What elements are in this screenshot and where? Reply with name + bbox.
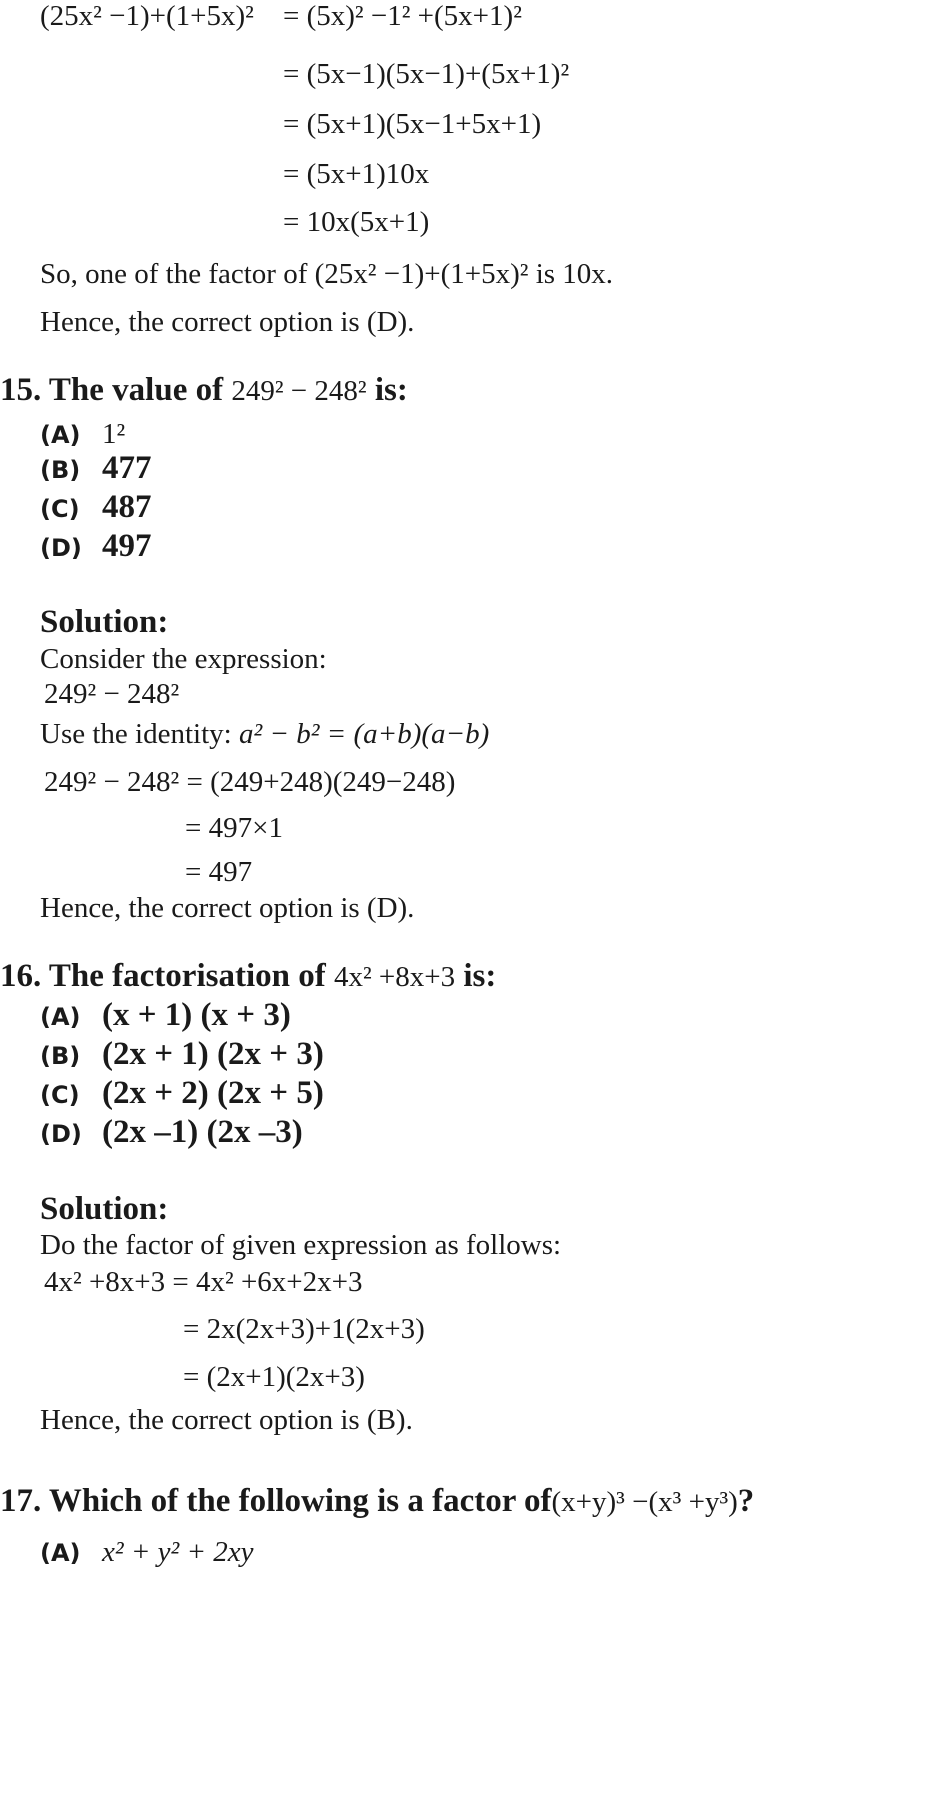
q15-option-c[interactable]	[40, 489, 152, 526]
q17-number: 17.	[0, 1483, 42, 1519]
q14-step2: = (5x−1)(5x−1)+(5x+1)²	[283, 58, 570, 90]
q14-step3: = (5x+1)(5x−1+5x+1)	[283, 108, 542, 140]
q16-step1: 4x² +8x+3 = 4x² +6x+2x+3	[44, 1266, 363, 1298]
q16-number: 16.	[0, 958, 42, 994]
option-label: (A)	[40, 1003, 81, 1031]
option-value: 497	[102, 528, 152, 564]
option-value: 477	[102, 450, 152, 486]
q16-answer: Hence, the correct option is (B).	[40, 1404, 413, 1436]
q16-option-d[interactable]	[40, 1114, 303, 1151]
q16-option-a[interactable]	[40, 997, 291, 1034]
q17-prompt: Which of the following is a factor of	[48, 1483, 552, 1519]
q16-intro: Do the factor of given expression as follows:	[40, 1229, 562, 1261]
q14-conclusion	[40, 258, 613, 291]
q15-number: 15.	[0, 372, 42, 408]
q15-option-b[interactable]	[40, 450, 152, 487]
option-value: (x + 1) (x + 3)	[102, 997, 291, 1033]
q15-expr-line: 249² − 248²	[44, 678, 180, 710]
q14-conclusion-expr: (25x² −1)+(1+5x)²	[314, 258, 529, 290]
q16-step2: = 2x(2x+3)+1(2x+3)	[183, 1313, 425, 1345]
q17-expr: (x+y)³ −(x³ +y³)	[551, 1486, 738, 1518]
option-label: (A)	[40, 421, 81, 449]
q17-heading	[0, 1483, 754, 1520]
q15-option-a[interactable]	[40, 418, 125, 451]
q15-identity: a² − b² = (a+b)(a−b)	[238, 718, 490, 750]
q14-step1-rhs: = (5x)² −1² +(5x+1)²	[283, 0, 522, 32]
q14-step5: = 10x(5x+1)	[283, 206, 430, 238]
option-label: (C)	[40, 1081, 80, 1109]
q15-suffix: is:	[374, 372, 408, 408]
q15-step1: 249² − 248² = (249+248)(249−248)	[44, 766, 456, 798]
q15-consider: Consider the expression:	[40, 643, 327, 675]
q17-suffix: ?	[737, 1483, 755, 1519]
option-label: (B)	[40, 456, 81, 484]
q14-step1-lhs: (25x² −1)+(1+5x)²	[40, 0, 254, 32]
q14-step4: = (5x+1)10x	[283, 158, 430, 190]
q16-option-c[interactable]	[40, 1075, 324, 1112]
q16-prompt: The factorisation of	[48, 958, 326, 994]
q15-step3: = 497	[185, 856, 253, 888]
q14-conclusion-prefix: So, one of the factor of	[40, 258, 308, 290]
option-value: (2x + 2) (2x + 5)	[102, 1075, 324, 1111]
q15-heading	[0, 372, 408, 409]
q14-conclusion-suffix: is 10x.	[535, 258, 614, 290]
option-label: (A)	[40, 1539, 81, 1567]
q16-option-b[interactable]	[40, 1036, 324, 1073]
option-value: x² + y² + 2xy	[102, 1536, 254, 1568]
option-value: (2x + 1) (2x + 3)	[102, 1036, 324, 1072]
q15-option-d[interactable]	[40, 528, 152, 565]
q15-expr: 249² − 248²	[231, 375, 367, 407]
q15-identity-prefix: Use the identity:	[40, 718, 232, 750]
q16-solution-title: Solution:	[40, 1191, 169, 1227]
option-label: (D)	[40, 1120, 82, 1148]
q16-suffix: is:	[463, 958, 497, 994]
q16-expr: 4x² +8x+3	[333, 961, 456, 993]
q15-step2: = 497×1	[185, 812, 283, 844]
q15-identity-line	[40, 718, 489, 751]
q16-heading	[0, 958, 496, 995]
q15-solution-title: Solution:	[40, 604, 169, 640]
q16-step3: = (2x+1)(2x+3)	[183, 1361, 365, 1393]
q15-answer: Hence, the correct option is (D).	[40, 892, 415, 924]
option-value: 1²	[102, 418, 126, 450]
option-label: (B)	[40, 1042, 81, 1070]
option-value: 487	[102, 489, 152, 525]
q14-answer: Hence, the correct option is (D).	[40, 306, 415, 338]
q17-option-a[interactable]	[40, 1536, 254, 1569]
q15-prompt: The value of	[48, 372, 224, 408]
option-value: (2x –1) (2x –3)	[102, 1114, 303, 1150]
option-label: (D)	[40, 534, 82, 562]
option-label: (C)	[40, 495, 80, 523]
